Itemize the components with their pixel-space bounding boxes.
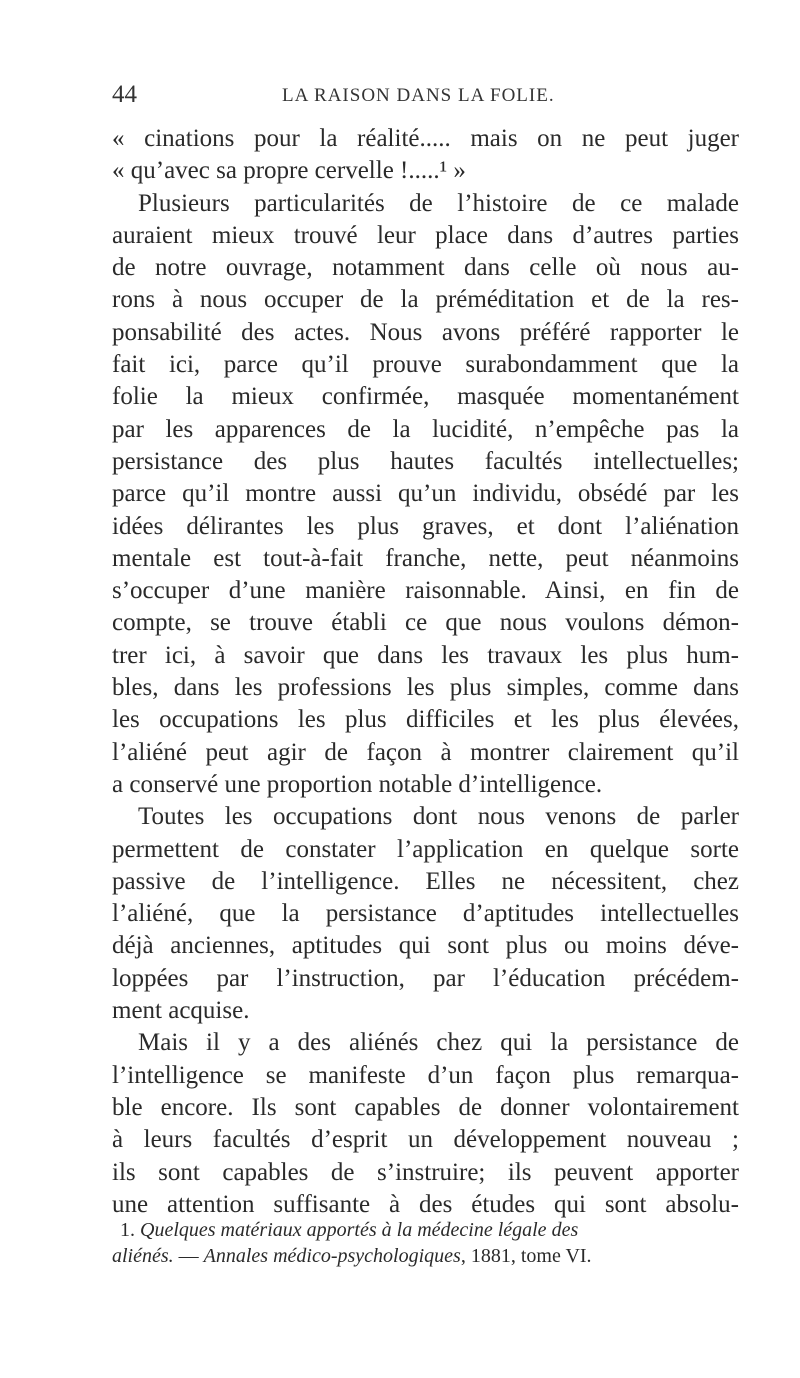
text-line: mentale est tout-à-fait franche, nette, peut néanmoins [112, 544, 739, 572]
text-line: rons à nous occuper de la préméditation et de la res- [112, 286, 739, 314]
text-line: s’occuper d’une manière raisonnable. Ainsi, en fin de [112, 577, 739, 605]
text-line: de notre ouvrage, notamment dans celle où nous au- [112, 254, 739, 282]
text-line: « qu’avec sa propre cervelle !.....¹ » [112, 157, 466, 185]
footnote-line [112, 1217, 739, 1243]
text-line: folie la mieux confirmée, masquée momentanément [112, 383, 739, 411]
text-line: auraient mieux trouvé leur place dans d’autres parties [112, 221, 739, 249]
text-line: ponsabilité des actes. Nous avons préféré rapporter le [112, 318, 739, 346]
page-header [112, 81, 726, 115]
footnote-title: Quelques matériaux apportés à la médecine légale des [140, 1219, 579, 1241]
text-line: permettent de constater l’application en quelque sorte [112, 835, 739, 863]
text-line: parce qu’il montre aussi qu’un individu, obsédé par les [112, 480, 739, 508]
text-line: une attention suffisante à des études qui sont absolu- [112, 1190, 739, 1218]
footnote-number: 1. [120, 1219, 135, 1241]
footnote-title-continued: aliénés. [112, 1245, 174, 1267]
text-line: l’aliéné, que la persistance d’aptitudes intellectuelles [112, 900, 739, 928]
page-number: 44 [112, 81, 137, 108]
footnote-citation: , 1881, tome VI. [460, 1245, 592, 1267]
paragraph-start-line: Toutes les occupations dont nous venons de parler [138, 803, 739, 831]
text-line: les occupations les plus difficiles et les plus élevées, [112, 706, 739, 734]
text-line: idées délirantes les plus graves, et dont l’aliénation [112, 512, 739, 540]
text-line: l’aliéné peut agir de façon à montrer clairement qu’il [112, 738, 739, 766]
running-title: LA RAISON DANS LA FOLIE. [282, 85, 555, 106]
footnote-dash: — [173, 1245, 204, 1267]
footnote-line [112, 1243, 739, 1269]
text-line: ils sont capables de s’instruire; ils peuvent apporter [112, 1158, 739, 1186]
text-line: passive de l’intelligence. Elles ne nécessitent, chez [112, 867, 739, 895]
text-line: persistance des plus hautes facultés intellectuelles; [112, 447, 739, 475]
text-line: a conservé une proportion notable d’intelligence. [112, 770, 603, 798]
text-line: à leurs facultés d’esprit un développement nouveau ; [112, 1126, 739, 1154]
paragraph-start-line: Plusieurs particularités de l’histoire de ce malade [138, 189, 739, 217]
text-line: fait ici, parce qu’il prouve surabondamment que la [112, 351, 739, 379]
text-line: trer ici, à savoir que dans les travaux les plus hum- [112, 641, 739, 669]
text-line: loppées par l’instruction, par l’éducation précédem- [112, 964, 739, 992]
text-line: ment acquise. [112, 997, 250, 1025]
text-line: par les apparences de la lucidité, n’empêche pas la [112, 415, 739, 443]
text-line: déjà anciennes, aptitudes qui sont plus ou moins déve- [112, 932, 739, 960]
footnote-journal: Annales médico-psychologiques [203, 1245, 461, 1267]
body-text [112, 123, 739, 1221]
text-line: bles, dans les professions les plus simples, comme dans [112, 674, 739, 702]
text-line: ble encore. Ils sont capables de donner volontairement [112, 1093, 739, 1121]
paragraph-start-line: Mais il y a des aliénés chez qui la persistance de [138, 1029, 739, 1057]
text-line: compte, se trouve établi ce que nous voulons démon- [112, 609, 739, 637]
footnote [112, 1217, 739, 1269]
text-line: « cinations pour la réalité..... mais on ne peut juger [112, 125, 739, 152]
text-line: l’intelligence se manifeste d’un façon plus remarqua- [112, 1061, 739, 1089]
